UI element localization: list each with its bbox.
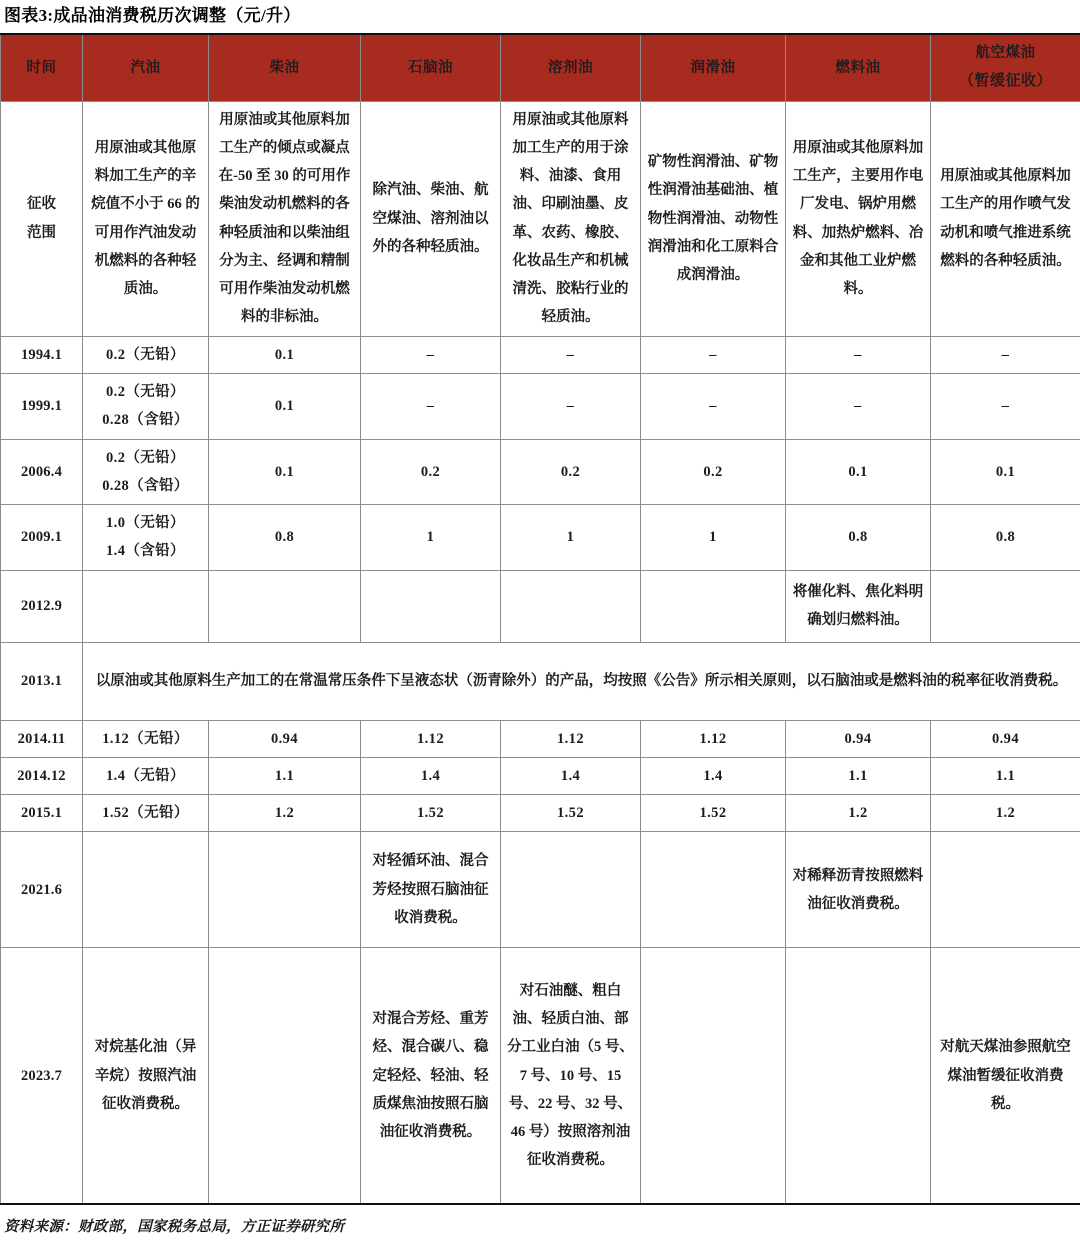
row-period: 2021.6 (1, 832, 83, 948)
cell-aviation: 0.1 (931, 439, 1080, 505)
cell-naphtha: 1.12 (361, 720, 501, 757)
cell-aviation: 0.8 (931, 505, 1080, 571)
table-row-spanning-note (1, 642, 1080, 720)
cell-lubricant: 1.12 (641, 720, 786, 757)
column-header-fuel-oil (786, 34, 931, 101)
cell-aviation (931, 570, 1080, 642)
table-row (1, 948, 1080, 1204)
row-period: 2014.12 (1, 757, 83, 794)
cell-gasoline: 对烷基化油（异辛烷）按照汽油征收消费税。 (83, 948, 209, 1204)
column-header-aviation-kerosene-sublabel: （暂缓征收） (958, 73, 1052, 90)
scope-diesel: 用原油或其他原料加工生产的倾点或凝点在-50 至 30 的可用作柴油发动机燃料的各种轻质油和以柴油组分为主、经调和精制可用作柴油发动机燃料的非标油。 (209, 101, 361, 336)
cell-aviation: 0.94 (931, 720, 1080, 757)
table-row (1, 336, 1080, 373)
table-header (1, 34, 1080, 101)
cell-gasoline-line: 1.0（无铅） (106, 515, 185, 532)
cell-gasoline-line: 0.28（含铅） (102, 477, 189, 494)
scope-aviation: 用原油或其他原料加工生产的用作喷气发动机和喷气推进系统燃料的各种轻质油。 (931, 101, 1080, 336)
cell-lubricant (641, 832, 786, 948)
cell-solvent (501, 570, 641, 642)
row-period: 2012.9 (1, 570, 83, 642)
cell-naphtha: 1.4 (361, 757, 501, 794)
column-header-aviation-kerosene-label: 航空煤油 (975, 45, 1036, 62)
cell-aviation (931, 832, 1080, 948)
cell-diesel: 0.1 (209, 439, 361, 505)
cell-diesel: 0.94 (209, 720, 361, 757)
cell-lubricant: 1 (641, 505, 786, 571)
cell-gasoline-line: 0.2（无铅） (106, 384, 185, 400)
cell-aviation: – (931, 374, 1080, 440)
cell-aviation: – (931, 336, 1080, 373)
cell-fuel-oil: – (786, 336, 931, 373)
cell-lubricant: – (641, 336, 786, 373)
cell-naphtha: 1 (361, 505, 501, 571)
cell-naphtha: 1.52 (361, 795, 501, 832)
column-header-lubricant (641, 34, 786, 101)
table-row (1, 505, 1080, 571)
cell-gasoline-line: 1.4（无铅） (106, 767, 185, 784)
cell-fuel-oil: 对稀释沥青按照燃料油征收消费税。 (786, 832, 931, 948)
cell-diesel (209, 570, 361, 642)
cell-gasoline (83, 757, 209, 794)
scope-gasoline: 用原油或其他原料加工生产的辛烷值不小于 66 的可用作汽油发动机燃料的各种轻质油。 (83, 101, 209, 336)
table-row (1, 720, 1080, 757)
cell-diesel: 0.1 (209, 374, 361, 440)
column-header-naphtha-label: 石脑油 (408, 59, 453, 76)
row-period: 2023.7 (1, 948, 83, 1204)
scope-row-label-line2: 范围 (27, 224, 56, 241)
cell-aviation: 对航天煤油参照航空煤油暂缓征收消费税。 (931, 948, 1080, 1204)
cell-gasoline (83, 505, 209, 571)
cell-diesel: 1.2 (209, 795, 361, 832)
cell-fuel-oil: 1.1 (786, 757, 931, 794)
column-header-time-label: 时间 (26, 59, 57, 76)
scope-naphtha: 除汽油、柴油、航空煤油、溶剂油以外的各种轻质油。 (361, 101, 501, 336)
cell-naphtha (361, 570, 501, 642)
cell-gasoline-line: 0.28（含铅） (102, 412, 189, 429)
column-header-time (1, 34, 83, 101)
row-period: 2015.1 (1, 795, 83, 832)
column-header-gasoline (83, 34, 209, 101)
table-row-scope (1, 101, 1080, 336)
cell-naphtha: 对轻循环油、混合芳烃按照石脑油征收消费税。 (361, 832, 501, 948)
row-period: 1994.1 (1, 336, 83, 373)
cell-diesel: 1.1 (209, 757, 361, 794)
cell-lubricant: 1.52 (641, 795, 786, 832)
cell-fuel-oil: – (786, 374, 931, 440)
cell-gasoline (83, 374, 209, 440)
cell-gasoline (83, 336, 209, 373)
tax-adjustment-table (0, 33, 1080, 1205)
cell-fuel-oil: 0.8 (786, 505, 931, 571)
cell-gasoline (83, 439, 209, 505)
row-period: 1999.1 (1, 374, 83, 440)
figure-title: 图表3:成品油消费税历次调整（元/升） (4, 6, 301, 25)
table-row (1, 795, 1080, 832)
cell-diesel: 0.8 (209, 505, 361, 571)
row-period: 2009.1 (1, 505, 83, 571)
row-period: 2013.1 (1, 642, 83, 720)
scope-lubricant: 矿物性润滑油、矿物性润滑油基础油、植物性润滑油、动物性润滑油和化工原料合成润滑油。 (641, 101, 786, 336)
scope-row-label-line1: 征收 (27, 196, 56, 213)
column-header-solvent (501, 34, 641, 101)
column-header-gasoline-label: 汽油 (130, 59, 161, 76)
cell-solvent: 对石油醚、粗白油、轻质白油、部分工业白油（5 号、7 号、10 号、15 号、22 号、32 号、46 号）按照溶剂油征收消费税。 (501, 948, 641, 1204)
table-row (1, 757, 1080, 794)
cell-gasoline (83, 832, 209, 948)
table-row (1, 832, 1080, 948)
table-body (1, 101, 1080, 1204)
cell-solvent: 1.12 (501, 720, 641, 757)
cell-naphtha: 对混合芳烃、重芳烃、混合碳八、稳定轻烃、轻油、轻质煤焦油按照石脑油征收消费税。 (361, 948, 501, 1204)
cell-fuel-oil: 将催化料、焦化料明确划归燃料油。 (786, 570, 931, 642)
cell-fuel-oil (786, 948, 931, 1204)
spanning-note-text: 以原油或其他原料生产加工的在常温常压条件下呈液态状（沥青除外）的产品，均按照《公告》所示相关原则，以石脑油或是燃料油的税率征收消费税。 (83, 642, 1080, 720)
cell-gasoline-line: 1.4（含铅） (106, 543, 185, 560)
cell-aviation: 1.2 (931, 795, 1080, 832)
cell-solvent: – (501, 374, 641, 440)
cell-solvent: 1 (501, 505, 641, 571)
cell-solvent (501, 832, 641, 948)
cell-gasoline-line: 1.12（无铅） (102, 730, 189, 747)
cell-solvent: 1.4 (501, 757, 641, 794)
cell-fuel-oil: 0.1 (786, 439, 931, 505)
cell-fuel-oil: 0.94 (786, 720, 931, 757)
table-row (1, 439, 1080, 505)
table-row (1, 570, 1080, 642)
cell-gasoline-line: 1.52（无铅） (102, 805, 189, 822)
cell-fuel-oil: 1.2 (786, 795, 931, 832)
cell-naphtha: – (361, 336, 501, 373)
scope-solvent: 用原油或其他原料加工生产的用于涂料、油漆、食用油、印刷油墨、皮革、农药、橡胶、化妆品生产和机械清洗、胶粘行业的轻质油。 (501, 101, 641, 336)
cell-lubricant: 0.2 (641, 439, 786, 505)
header-row (1, 34, 1080, 101)
cell-lubricant (641, 948, 786, 1204)
cell-lubricant: – (641, 374, 786, 440)
column-header-fuel-oil-label: 燃料油 (835, 59, 881, 76)
scope-row-label (1, 101, 83, 336)
cell-naphtha: – (361, 374, 501, 440)
cell-gasoline-line: 0.2（无铅） (106, 346, 185, 363)
cell-diesel: 0.1 (209, 336, 361, 373)
cell-solvent: 1.52 (501, 795, 641, 832)
column-header-diesel-label: 柴油 (269, 59, 300, 76)
cell-gasoline-line: 0.2（无铅） (106, 449, 185, 466)
cell-aviation: 1.1 (931, 757, 1080, 794)
row-period: 2006.4 (1, 439, 83, 505)
cell-gasoline (83, 720, 209, 757)
cell-gasoline (83, 795, 209, 832)
cell-diesel (209, 832, 361, 948)
row-period: 2014.11 (1, 720, 83, 757)
cell-solvent: 0.2 (501, 439, 641, 505)
scope-fuel-oil: 用原油或其他原料加工生产，主要用作电厂发电、锅炉用燃料、加热炉燃料、冶金和其他工业炉燃料。 (786, 101, 931, 336)
column-header-diesel (209, 34, 361, 101)
cell-diesel (209, 948, 361, 1204)
column-header-lubricant-label: 润滑油 (690, 59, 736, 76)
cell-lubricant: 1.4 (641, 757, 786, 794)
table-row (1, 374, 1080, 440)
cell-solvent: – (501, 336, 641, 373)
column-header-aviation-kerosene (931, 34, 1080, 101)
source-note: 资料来源：财政部，国家税务总局，方正证券研究所 (4, 1218, 345, 1235)
cell-gasoline (83, 570, 209, 642)
cell-naphtha: 0.2 (361, 439, 501, 505)
column-header-naphtha (361, 34, 501, 101)
column-header-solvent-label: 溶剂油 (548, 59, 593, 76)
cell-lubricant (641, 570, 786, 642)
